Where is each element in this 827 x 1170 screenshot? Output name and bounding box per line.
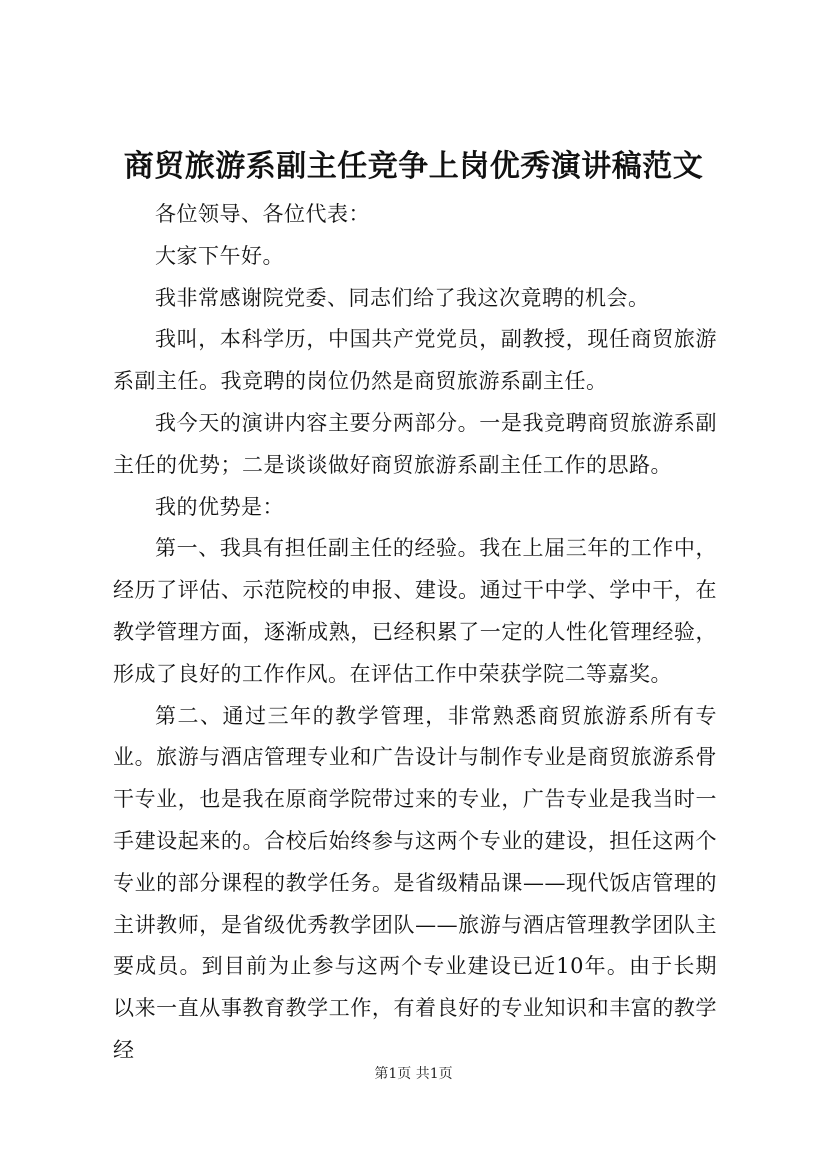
paragraph-advantage-one: 第一、我具有担任副主任的经验。我在上届三年的工作中，经历了评估、示范院校的申报、建设。通过干中学、学中干，在教学管理方面，逐渐成熟，已经积累了一定的人性化管理经验，形成了良好的工作作风。在评估工作中荣获学院二等嘉奖。 (113, 536, 717, 686)
document-title: 商贸旅游系副主任竞争上岗优秀演讲稿范文 (123, 149, 704, 184)
page-number-footer: 第1页 共1页 (374, 1066, 453, 1082)
paragraph-salutation: 大家下午好。 (155, 243, 284, 268)
document-body (113, 194, 717, 1072)
paragraph-advantage-two: 第二、通过三年的教学管理，非常熟悉商贸旅游系所有专业。旅游与酒店管理专业和广告设计与制作专业是商贸旅游系骨干专业，也是我在原商学院带过来的专业，广告专业是我当时一手建设起来的。合校后始终参与这两个专业的建设，担任这两个专业的部分课程的教学任务。是省级精品课——现代饭店管理的主讲教师，是省级优秀教学团队——旅游与酒店管理教学团队主要成员。到目前为止参与这两个专业建设已近10年。由于长期以来一直从事教育教学工作，有着良好的专业知识和丰富的教学经 (113, 703, 717, 1062)
paragraph-thanks: 我非常感谢院党委、同志们给了我这次竟聘的机会。 (155, 285, 650, 310)
paragraph-advantages-heading: 我的优势是： (155, 494, 284, 519)
paragraph-introduction: 我叫，本科学历，中国共产党党员，副教授，现任商贸旅游系副主任。我竞聘的岗位仍然是商贸旅游系副主任。 (113, 327, 717, 394)
paragraph-greeting: 各位领导、各位代表： (155, 202, 370, 226)
paragraph-outline: 我今天的演讲内容主要分两部分。一是我竞聘商贸旅游系副主任的优势；二是谈谈做好商贸旅游系副主任工作的思路。 (113, 410, 717, 477)
